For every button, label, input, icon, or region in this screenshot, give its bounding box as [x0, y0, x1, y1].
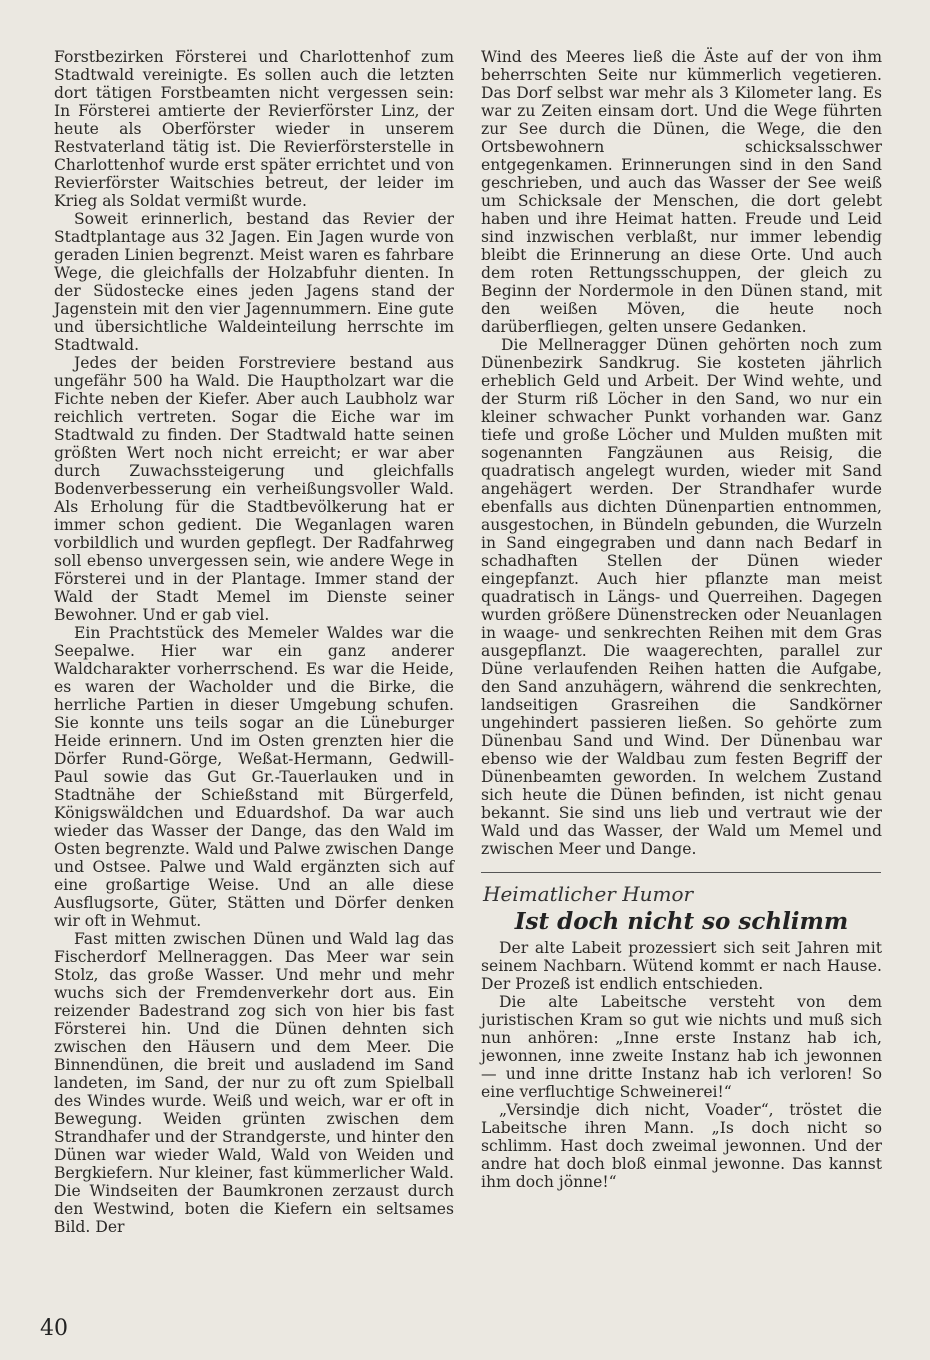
paragraph: Forstbezirken Försterei und Charlottenhof zum Stadtwald vereinigte. Es sollen auch die letzten dort tätigen Forstbeamten nicht vergessen sein: In Försterei amtierte der Revierförster Linz, der heute als Oberförster wieder in unserem Restvaterland tätig ist. Die Revierförsterstelle in Charlottenhof wurde erst später errichtet und von Revierförster Waitschies betreut, der leider im Krieg als Soldat vermißt wurde. [54, 48, 454, 210]
paragraph: Jedes der beiden Forstreviere bestand aus ungefähr 500 ha Wald. Die Hauptholzart war die Fichte neben der Kiefer. Aber auch Laubholz war reichlich vertreten. Sogar die Eiche war im Stadtwald zu finden. Der Stadtwald hatte seinen größten Wert noch nicht erreicht; er war aber durch Zuwachssteigerung und gleichfalls Bodenverbesserung ein verheißungsvoller Wald. Als Erholung für die Stadtbevölkerung hat er immer schon gedient. Die Weganlagen waren vorbildlich und wurden gepflegt. Der Radfahrweg soll ebenso unvergessen sein, wie andere Wege in Försterei und in der Plantage. Immer stand der Wald der Stadt Memel im Dienste seiner Bewohner. Und er gab viel. [54, 354, 454, 624]
humor-story [481, 939, 882, 1191]
left-column [54, 48, 454, 1236]
right-column [481, 48, 882, 1191]
paragraph: Ein Prachtstück des Memeler Waldes war die Seepalwe. Hier war ein ganz anderer Waldcharakter vorherrschend. Es war die Heide, es waren der Wacholder und die Birke, die herrliche Partien in dieser Umgebung schufen. Sie konnte uns teils sogar an die Lüneburger Heide erinnern. Und im Osten grenzten hier die Dörfer Rund-Görge, Weßat-Hermann, Gedwill-Paul sowie das Gut Gr.-Tauerlauken und in Stadtnähe der Schießstand mit Bürgerfeld, Königswäldchen und Eduardshof. Da war auch wieder das Wasser der Dange, das den Wald im Osten begrenzte. Wald und Palwe zwischen Dange und Ostsee. Palwe und Wald ergänzten sich auf eine großartige Weise. Und an alle diese Ausflugsorte, Güter, Stätten und Dörfer denken wir oft in Wehmut. [54, 624, 454, 930]
section-title: Heimatlicher Humor [483, 882, 694, 906]
paragraph: „Versindje dich nicht, Voader“, tröstet die Labeitsche ihren Mann. „Is doch nicht so schlimm. Hast doch zweimal jewonnen. Und der andre hat doch bloß einmal jewonne. Das kannst ihm doch jönne!“ [481, 1101, 882, 1191]
paragraph: Die Mellneragger Dünen gehörten noch zum Dünenbezirk Sandkrug. Sie kosteten jährlich erheblich Geld und Arbeit. Der Wind wehte, und der Sturm riß Löcher in den Sand, wo nur ein kleiner schwacher Punkt vorhanden war. Ganz tiefe und große Löcher und Mulden mußten mit sogenannten Fangzäunen aus Reisig, die quadratisch angelegt wurden, wieder mit Sand angehägert werden. Der Strandhafer wurde ebenfalls aus dichten Dünenpartien entnommen, ausgestochen, in Bündeln gebunden, die Wurzeln in Sand eingegraben und dann nach Bedarf in schadhaften Stellen der Dünen wieder eingepfanzt. Auch hier pflanzte man meist quadratisch in Längs- und Querreihen. Dagegen wurden größere Dünenstrecken oder Neuanlagen in waage- und senkrechten Reihen mit dem Gras ausgepflanzt. Die waagerechten, parallel zur Düne verlaufenden Reihen hatten die Aufgabe, den Sand anzuhägern, während die senkrechten, landseitigen Grasreihen die Sandkörner ungehindert passieren ließen. So gehörte zum Dünenbau Sand und Wind. Der Dünenbau war ebenso wie der Waldbau zum festen Begriff der Dünenbeamten geworden. In welchem Zustand sich heute die Dünen befinden, ist nicht genau bekannt. Sie sind uns lieb und vertraut wie der Wald und das Wasser, der Wald um Memel und zwischen Meer und Dange. [481, 336, 882, 858]
paragraph: Soweit erinnerlich, bestand das Revier der Stadtplantage aus 32 Jagen. Ein Jagen wurde von geraden Linien begrenzt. Meist waren es fahrbare Wege, die gleichfalls der Holzabfuhr dienten. In der Südostecke eines jeden Jagens stand der Jagenstein mit den vier Jagennummern. Eine gute und übersichtliche Waldeinteilung herrschte im Stadtwald. [54, 210, 454, 354]
paragraph: Fast mitten zwischen Dünen und Wald lag das Fischerdorf Mellneraggen. Das Meer war sein Stolz, das große Wasser. Und mehr und mehr wuchs sich der Fremdenverkehr dort aus. Ein reizender Badestrand zog sich von hier bis fast Försterei hin. Und die Dünen dehnten sich zwischen den Häusern und dem Meer. Die Binnendünen, die breit und ausladend im Sand landeten, im Sand, der nur zu oft zum Spielball des Windes wurde. Weiß und weich, war er oft in Bewegung. Weiden grünten zwischen dem Strandhafer und der Strandgerste, und hinter den Dünen war wieder Wald, Wald von Weiden und Bergkiefern. Nur kleiner, fast kümmerlicher Wald. Die Windseiten der Baumkronen zerzaust durch den Westwind, boten die Kiefern ein seltsames Bild. Der [54, 930, 454, 1236]
paragraph: Die alte Labeitsche versteht von dem juristischen Kram so gut wie nichts und muß sich nun anhören: „Inne erste Instanz hab ich, jewonnen, inne zweite Instanz hab ich jewonnen — und inne dritte Instanz hab ich verloren! So eine verfluchtige Schweinerei!“ [481, 993, 882, 1101]
section-divider [481, 872, 881, 873]
paragraph: Der alte Labeit prozessiert sich seit Jahren mit seinem Nachbarn. Wütend kommt er nach Hause. Der Prozeß ist endlich entschieden. [481, 939, 882, 993]
humor-title: Ist doch nicht so schlimm [514, 908, 849, 935]
paragraph: Wind des Meeres ließ die Äste auf der von ihm beherrschten Seite nur kümmerlich vegetieren. Das Dorf selbst war mehr als 3 Kilometer lang. Es war zu Zeiten einsam dort. Und die Wege führten zur See durch die Dünen, die Wege, die den Ortsbewohnern schicksalsschwer entgegenkamen. Erinnerungen sind in den Sand geschrieben, und auch das Wasser der See weiß um Schicksale der Menschen, die dort gelebt haben und ihre Heimat hatten. Freude und Leid sind inzwischen verblaßt, nur immer lebendig bleibt die Erinnerung an diese Orte. Und auch dem roten Rettungsschuppen, der gleich zu Beginn der Nordermole in den Dünen stand, mit den weißen Möven, die heute noch darüberfliegen, gelten unsere Gedanken. [481, 48, 882, 336]
page-number: 40 [40, 1316, 68, 1341]
